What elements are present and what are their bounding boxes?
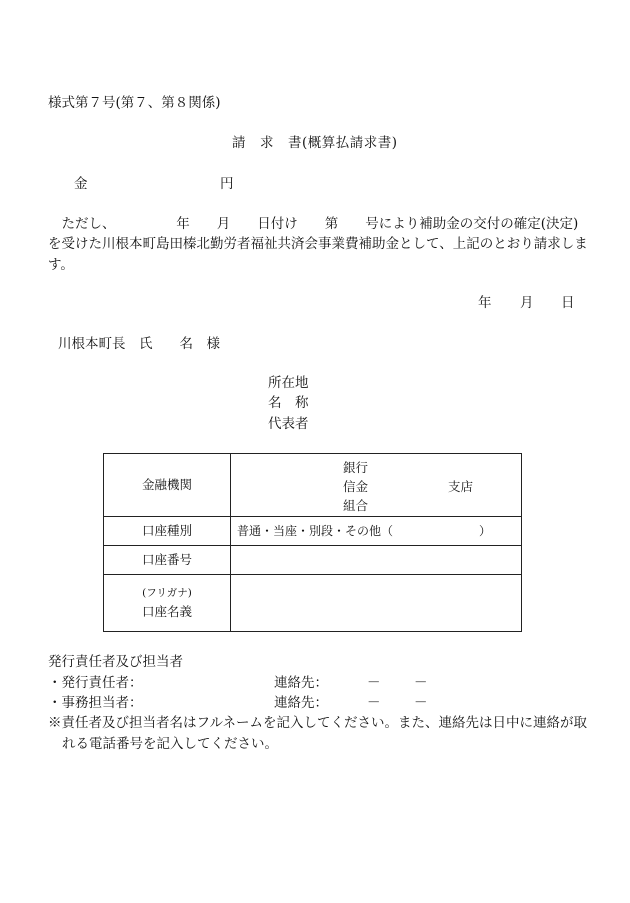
issuer-contact-label: 連絡先： [274, 675, 328, 691]
financial-institution-label: 金融機関 [104, 454, 231, 517]
table-row [104, 546, 522, 575]
account-name-label-cell [104, 575, 231, 632]
account-number-label: 口座番号 [104, 546, 231, 575]
bank-account-table [103, 453, 522, 632]
account-number-field[interactable] [231, 546, 522, 575]
note-line-2: れる電話番号を記入してください。 [62, 736, 278, 752]
body-text-line-1: ただし、 年 月 日付け 第 号により補助金の交付の確定(決定) [48, 216, 579, 232]
date-day-label: 日 [561, 295, 575, 311]
body-text-line-2: を受けた川根本町島田榛北勤労者福祉共済会事業費補助金として、上記のとおり請求しま [48, 236, 588, 252]
date-year-label: 年 [478, 295, 492, 311]
responsible-heading: 発行責任者及び担当者 [48, 654, 183, 670]
issuer-label: ・発行責任者： [48, 675, 143, 691]
addressee: 川根本町長 氏 名 様 [58, 336, 220, 352]
account-name-label: 口座名義 [141, 604, 192, 619]
branch-label: 支店 [448, 479, 474, 494]
account-type-field[interactable] [231, 517, 522, 546]
staff-label: ・事務担当者： [48, 695, 143, 711]
kumiai-option: 組合 [343, 498, 369, 513]
organization-name-label: 名 称 [268, 395, 309, 411]
furigana-label: (フリガナ) [142, 586, 192, 599]
amount-unit: 円 [220, 176, 234, 192]
table-row [104, 575, 522, 632]
issuer-contact-dash-2: － [414, 675, 428, 691]
financial-institution-field[interactable] [231, 454, 522, 517]
shinkin-option: 信金 [343, 479, 369, 494]
account-name-field[interactable] [231, 575, 522, 632]
body-text-line-3: す。 [48, 257, 74, 273]
staff-contact-dash-2: － [414, 695, 428, 711]
amount-label: 金 [74, 176, 88, 192]
staff-contact-dash-1: － [367, 695, 381, 711]
date-month-label: 月 [520, 295, 534, 311]
representative-label: 代表者 [268, 416, 309, 432]
bank-option: 銀行 [343, 460, 369, 475]
table-row [104, 454, 522, 517]
account-type-options: 普通・当座・別段・その他（ [237, 524, 394, 538]
issuer-contact-dash-1: － [367, 675, 381, 691]
account-type-close: ） [479, 524, 492, 538]
address-label: 所在地 [268, 375, 309, 391]
account-type-label: 口座種別 [104, 517, 231, 546]
staff-contact-label: 連絡先： [274, 695, 328, 711]
note-line-1: ※責任者及び担当者名はフルネームを記入してください。また、連絡先は日中に連絡が取 [48, 715, 588, 731]
table-row [104, 517, 522, 546]
form-number: 様式第７号(第７、第８関係) [48, 95, 221, 111]
document-title: 請 求 書(概算払請求書) [232, 135, 398, 151]
